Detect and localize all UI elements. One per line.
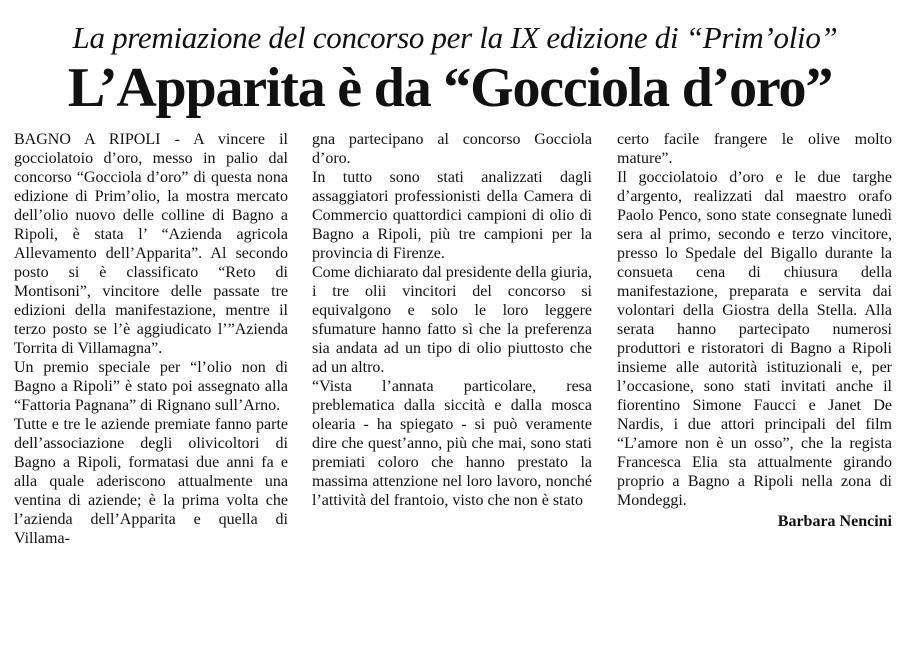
- article-kicker: La premiazione del concorso per la IX edizione di “Prim’olio”: [72, 20, 838, 55]
- paragraph: Un premio speciale per “l’olio non di Bagno a Ripoli” è stato poi assegnato alla “Fattoria Pagnana” di Rignano sull’Arno.: [14, 359, 288, 414]
- paragraph: Tutte e tre le aziende premiate fanno parte dell’associazione degli olivicoltori di Bagno a Ripoli, formatasi due anni fa e alla quale aderiscono attualmente una ventina di aziende; è la prima volta che l’azienda dell’Apparita e quella di Villama-: [14, 416, 288, 547]
- paragraph: certo facile frangere le olive molto mature”.: [617, 131, 892, 167]
- paragraph: Il gocciolatoio d’oro e le due targhe d’argento, realizzati dal maestro orafo Paolo Penco, sono state consegnate lunedì sera al primo, secondo e terzo vincitore, presso lo Spedale del Bigallo durante la consueta cena di chiusura della manifestazione, preparata e servita dai volontari della Giostra della Stella. Alla serata hanno partecipato numerosi produttori e ristoratori di Bagno a Ripoli insieme alle autorità istituzionali e, per l’occasione, sono stati invitati anche il fiorentino Simone Faucci e Janet De Nardis, i due attori principali del film “L’amore non è un osso”, che la regista Francesca Elia sta attualmente girando proprio a Bagno a Ripoli nella zona di Mondeggi.: [617, 169, 892, 509]
- article-column-3: [617, 130, 892, 530]
- paragraph: BAGNO A RIPOLI - A vincere il gocciolatoio d’oro, messo in palio dal concorso “Gocciola d’oro” di questa nona edizione di Prim’olio, la mostra mercato dell’olio nuovo delle colline di Bagno a Ripoli, è stata l’ “Azienda agricola Allevamento dell’Apparita”. Al secondo posto si è classificato “Reto di Montisoni”, vincitore delle passate tre edizioni della manifestazione, mentre il terzo posto se l’è aggiudicato l’”Azienda Torrita di Villamagna”.: [14, 131, 288, 357]
- article-body: [0, 130, 900, 547]
- paragraph: In tutto sono stati analizzati dagli assaggiatori professionisti della Camera di Commercio quattordici campioni di olio di Bagno a Ripoli, più tre campioni per la provincia di Firenze.: [312, 169, 592, 262]
- paragraph: gna partecipano al concorso Gocciola d’oro.: [312, 131, 592, 167]
- article-headline: L’Apparita è da “Gocciola d’oro”: [67, 57, 833, 119]
- article-column-2: [312, 130, 592, 530]
- article-byline: Barbara Nencini: [777, 513, 892, 530]
- paragraph: “Vista l’annata particolare, resa preblematica dalla siccità e dalla mosca olearia - ha spiegato - si può veramente dire che quest’anno, più che mai, sono stati premiati coloro che hanno prestato la massima attenzione nel loro lavoro, nonché l’attività del frantoio, visto che non è stato: [312, 378, 592, 509]
- paragraph: Come dichiarato dal presidente della giuria, i tre olii vincitori del concorso si equivalgono e solo le loro leggere sfumature hanno fatto sì che la preferenza sia andata ad un tipo di olio piuttosto che ad un altro.: [312, 264, 592, 376]
- article-column-1: [14, 130, 288, 547]
